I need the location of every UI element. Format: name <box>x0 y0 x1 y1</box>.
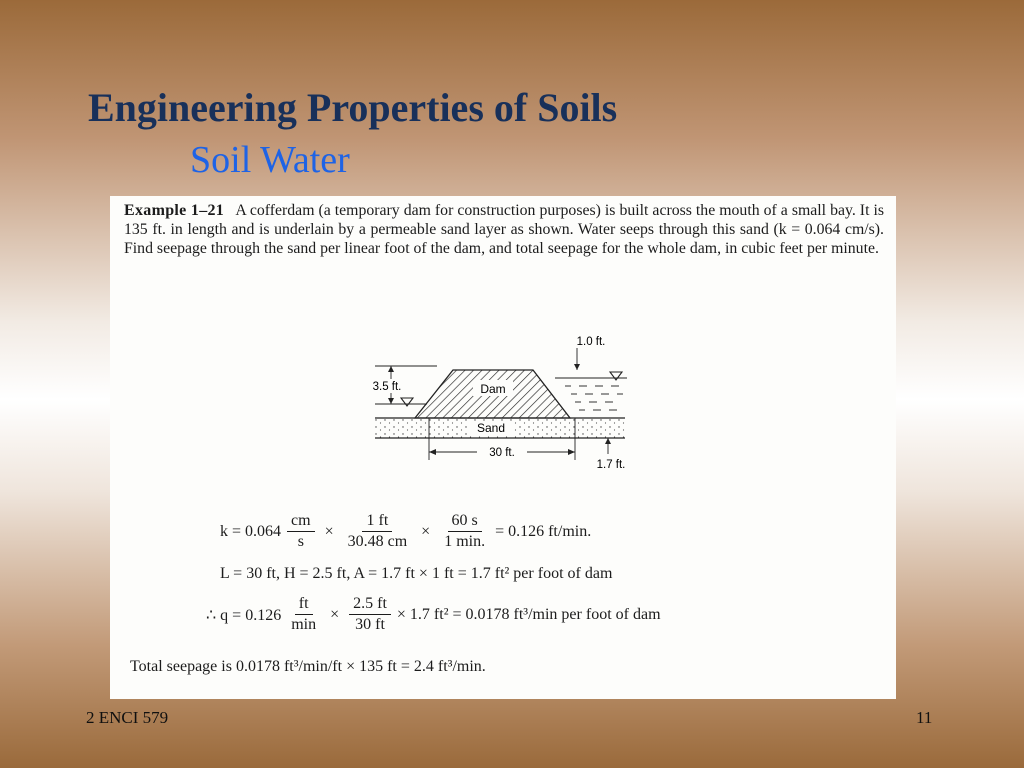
water-level-symbol-right <box>610 372 622 380</box>
equation-parameters: L = 30 ft, H = 2.5 ft, A = 1.7 ft × 1 ft = 1.7 ft² per foot of dam <box>220 565 613 582</box>
equation-q: ∴ q = 0.126 $\frac{ft}{\min}$ × $\frac{2.5 ft}{30 ft}$ × 1.7 ft² = 0.0178 ft³/min per foot of dam <box>206 595 661 633</box>
water-level-symbol-left <box>401 398 413 406</box>
problem-text: A cofferdam (a temporary dam for construction purposes) is built across the mouth of a small bay. It is 135 ft. in length and is underlain by a permeable sand layer as shown. Water seeps through this sand (k = 0.064 cm/s). Find seepage through the sand per linear foot of the dam, and total seepage for the whole dam, in cubic feet per minute. <box>124 202 885 258</box>
slide-subtitle: Soil Water <box>190 139 350 181</box>
height-label: 3.5 ft. <box>372 381 402 393</box>
total-seepage: Total seepage is 0.0178 ft³/min/ft × 135 ft = 2.4 ft³/min. <box>130 658 486 675</box>
top-label: 1.0 ft. <box>576 336 606 348</box>
cofferdam-figure <box>365 334 665 482</box>
slide-title: Engineering Properties of Soils <box>88 85 618 130</box>
length-label: 30 ft. <box>489 447 515 459</box>
example-label: Example 1–21 <box>124 202 225 219</box>
water-dashes <box>565 386 623 410</box>
example-panel <box>110 196 896 699</box>
dam-label: Dam <box>480 382 506 396</box>
sand-label: Sand <box>476 421 506 435</box>
equation-k: k = 0.064 $\frac{cm}{s}$ × $\frac{1 ft}{30.48 cm}$ × $\frac{60 s}{1 \min.}$ = 0.126 ft/min. <box>220 512 592 550</box>
problem-statement <box>124 201 884 259</box>
sand-depth-label: 1.7 ft. <box>596 459 626 471</box>
slide-number: 11 <box>916 708 933 727</box>
course-code: 2 ENCI 579 <box>86 708 169 727</box>
